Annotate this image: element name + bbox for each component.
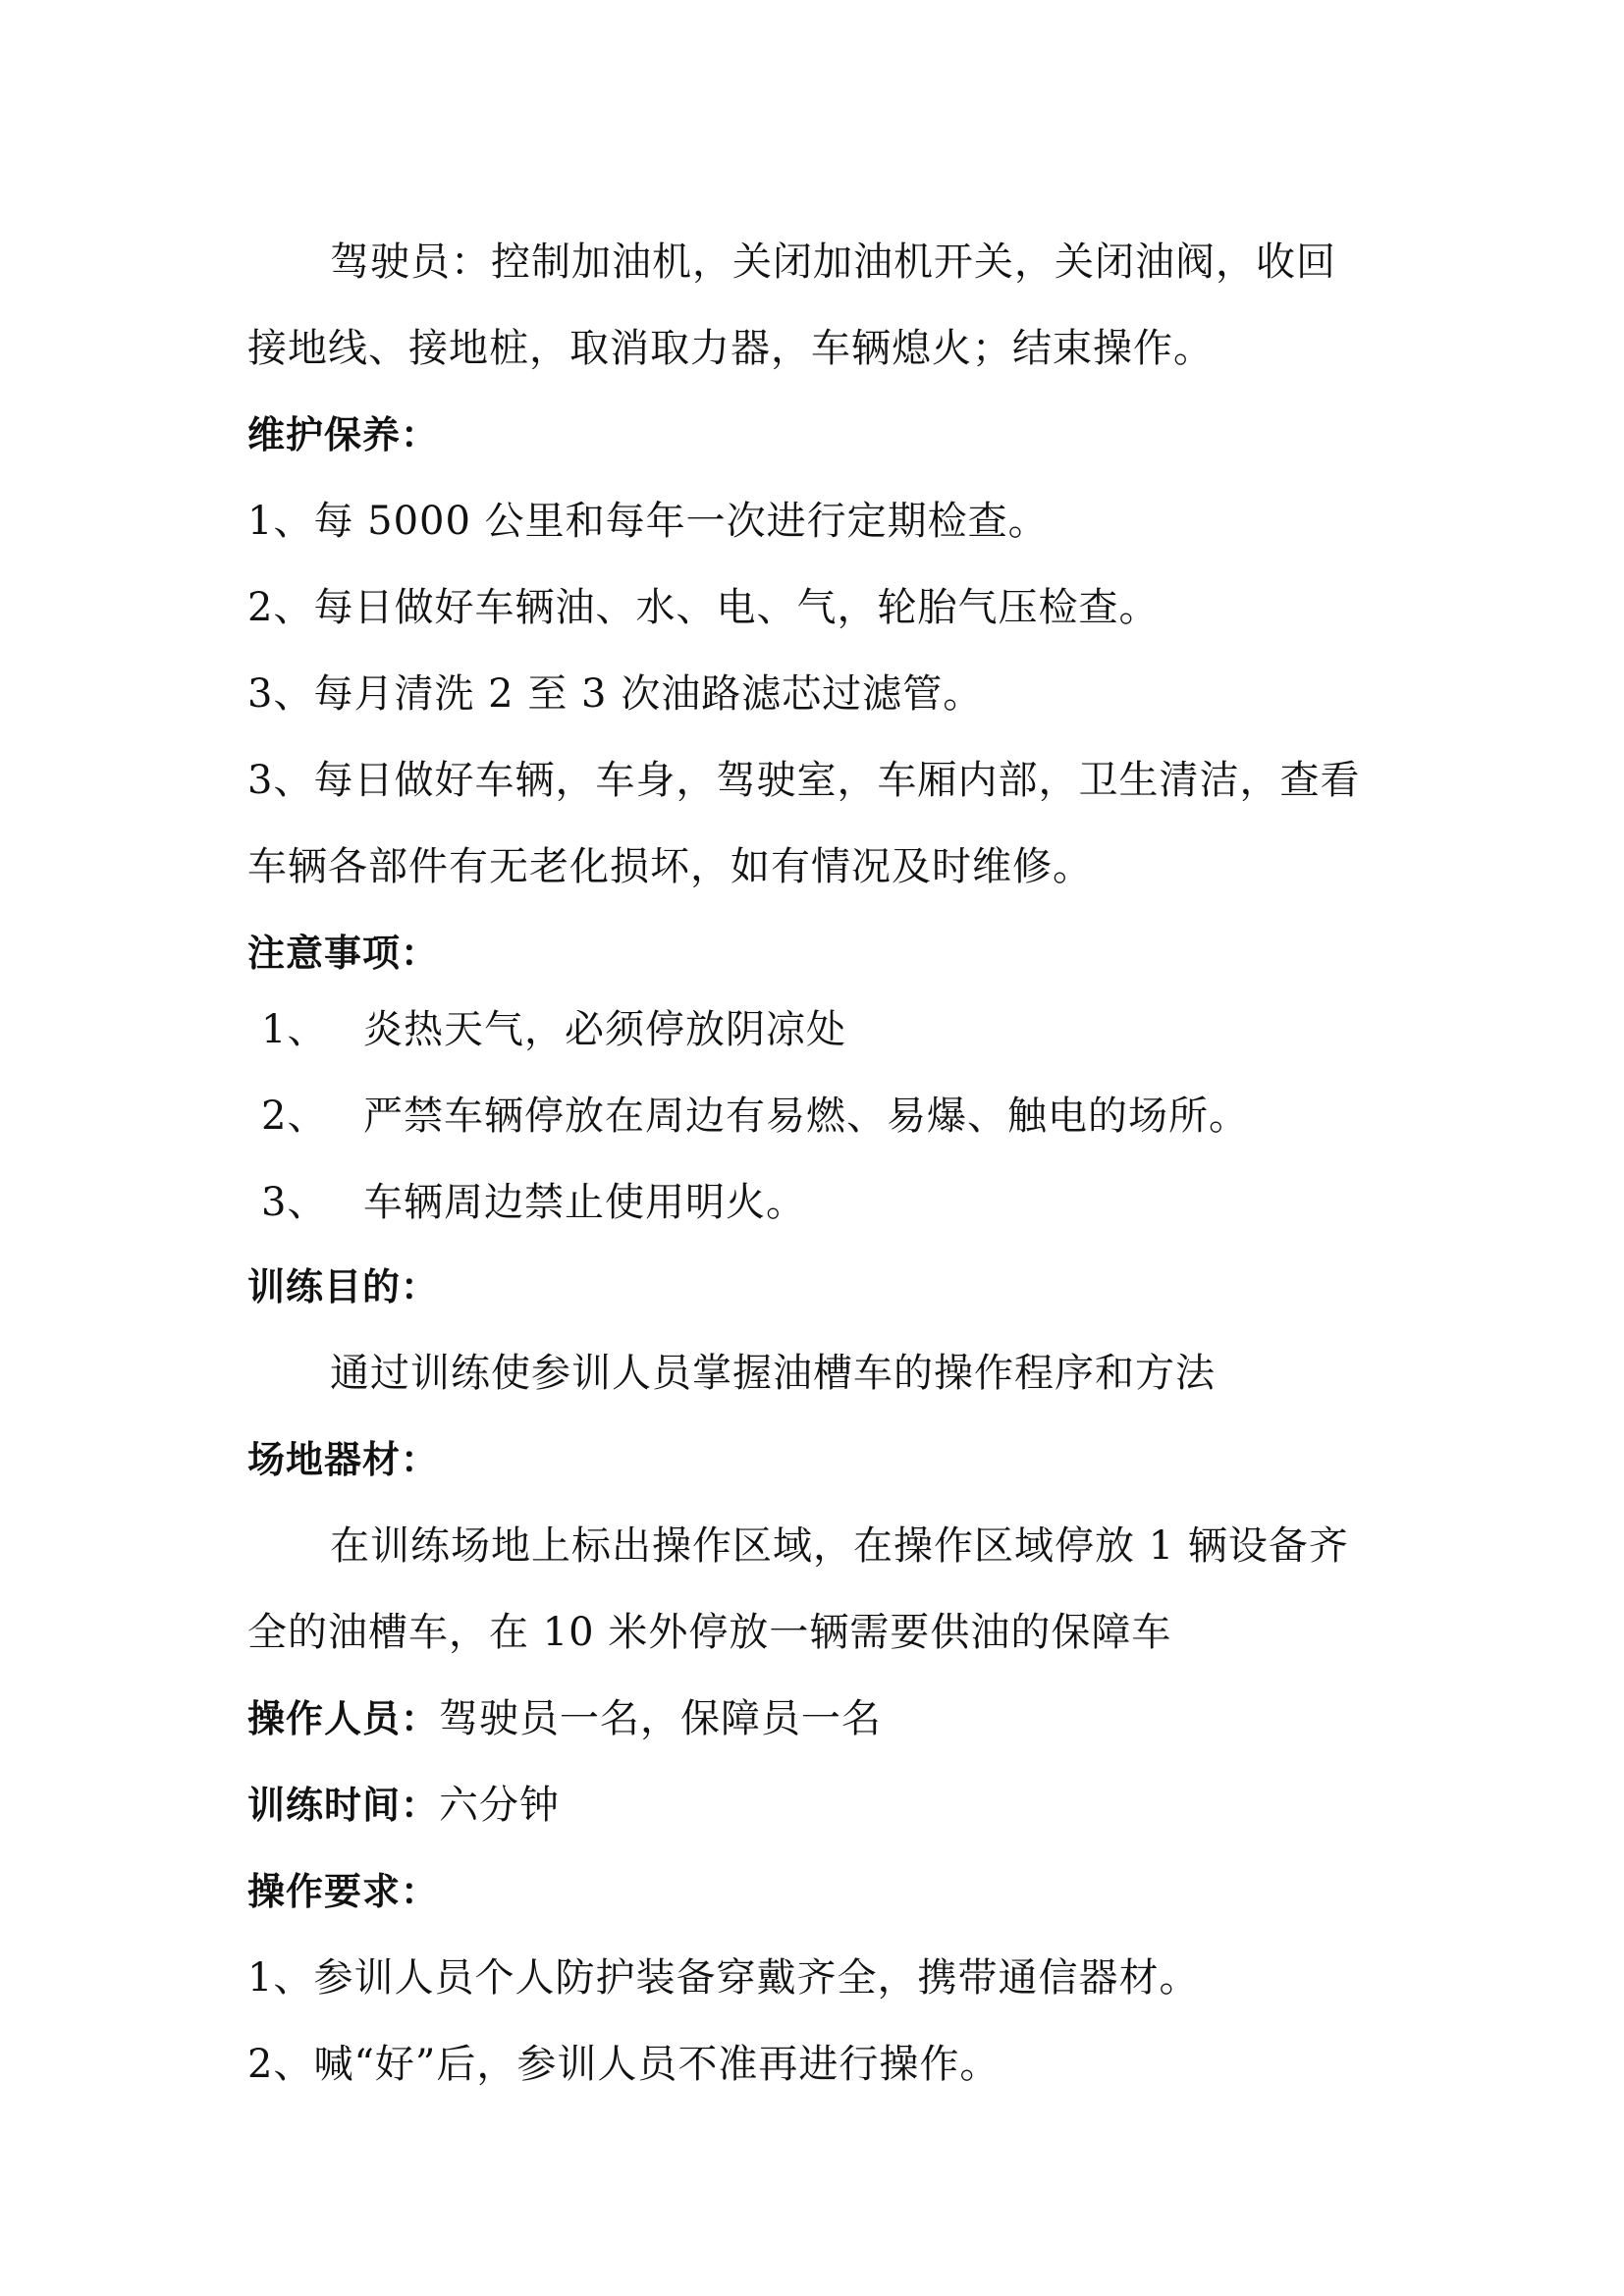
precaution-item	[261, 1086, 1400, 1147]
paragraph-line: 驾驶员：控制加油机，关闭加油机开关，关闭油阀，收回	[330, 240, 1336, 285]
site-text-line: 在训练场地上标出操作区域，在操作区域停放 1 辆设备齐	[330, 1523, 1349, 1569]
maintenance-item: 3、每月清洗 2 至 3 次油路滤芯过滤管。	[247, 671, 984, 717]
maintenance-item: 3、每日做好车辆，车身，驾驶室，车厢内部，卫生清洁，查看	[247, 758, 1361, 803]
site-text-line: 全的油槽车，在 10 米外停放一辆需要供油的保障车	[247, 1610, 1172, 1655]
precaution-text: 车辆周边禁止使用明火。	[363, 1180, 806, 1225]
paragraph-line: 接地线、接地桩，取消取力器，车辆熄火；结束操作。	[247, 326, 1214, 371]
section-heading-precautions: 注意事项：	[247, 932, 440, 975]
section-heading-maintenance: 维护保养：	[247, 413, 440, 456]
requirement-item: 1、参训人员个人防护装备穿戴齐全，携带通信器材。	[247, 1955, 1200, 2001]
precaution-number: 1、	[261, 1007, 328, 1052]
duration-label: 训练时间：	[247, 1784, 440, 1827]
section-heading-requirements: 操作要求：	[247, 1870, 440, 1913]
duration-value: 六分钟	[439, 1783, 561, 1828]
precaution-text: 严禁车辆停放在周边有易燃、易爆、触电的场所。	[363, 1094, 1249, 1139]
duration-line	[247, 1775, 1386, 1836]
personnel-line	[247, 1688, 1386, 1749]
purpose-text: 通过训练使参训人员掌握油槽车的操作程序和方法	[330, 1351, 1216, 1396]
personnel-label: 操作人员：	[247, 1697, 440, 1740]
precaution-item	[261, 999, 1400, 1060]
section-heading-site: 场地器材：	[247, 1438, 440, 1481]
maintenance-item: 2、每日做好车辆油、水、电、气，轮胎气压检查。	[247, 585, 1160, 630]
requirement-item: 2、喊“好”后，参训人员不准再进行操作。	[247, 2042, 1001, 2087]
precaution-item	[261, 1172, 1400, 1233]
section-heading-purpose: 训练目的：	[247, 1265, 440, 1308]
precaution-text: 炎热天气，必须停放阴凉处	[363, 1007, 846, 1052]
precaution-number: 3、	[261, 1180, 328, 1225]
personnel-value: 驾驶员一名，保障员一名	[439, 1696, 883, 1741]
maintenance-item-continued: 车辆各部件有无老化损坏，如有情况及时维修。	[247, 844, 1093, 889]
precaution-number: 2、	[261, 1094, 328, 1139]
maintenance-item: 1、每 5000 公里和每年一次进行定期检查。	[247, 499, 1049, 544]
